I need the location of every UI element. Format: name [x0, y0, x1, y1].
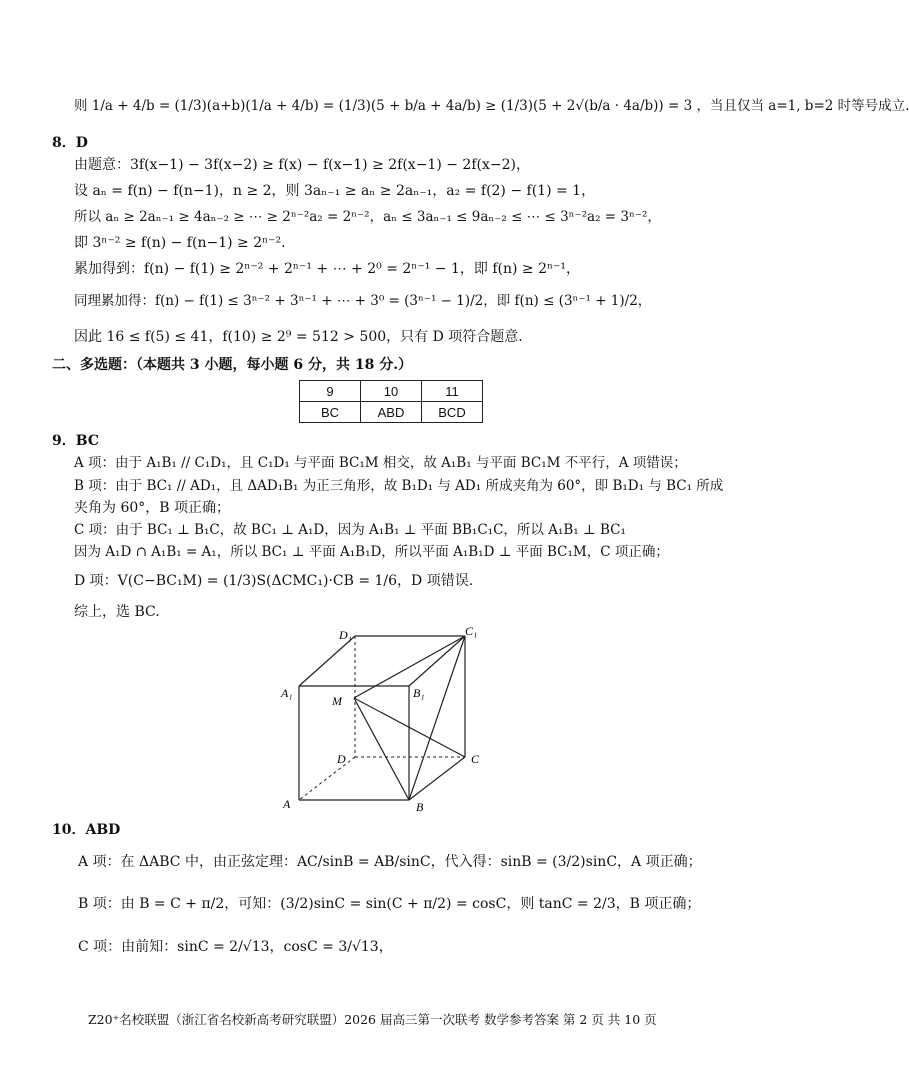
problem-8-heading: 8．D [52, 135, 88, 151]
visible-edges [299, 636, 465, 800]
problem-10-option-b: B 项：由 B = C + π/2，可知：(3/2)sinC = sin(C + π/2) = cosC，则 tanC = 2/3，B 项正确； [78, 896, 701, 912]
label-c1: C₁ [465, 624, 478, 638]
problem-8-line-4: 即 3ⁿ⁻² ≥ f(n) − f(n−1) ≥ 2ⁿ⁻². [74, 235, 286, 251]
label-m: M [332, 694, 342, 708]
label-d1: D₁ [339, 628, 352, 642]
problem-8-line-5: 累加得到：f(n) − f(1) ≥ 2ⁿ⁻² + 2ⁿ⁻¹ + ⋯ + 2⁰ = 2ⁿ⁻¹ − 1，即 f(n) ≥ 2ⁿ⁻¹， [74, 261, 581, 277]
answer-table-cell: BC [300, 402, 361, 423]
answer-table-answer-row [300, 402, 483, 423]
problem-8-line-2: 设 aₙ = f(n) − f(n−1)，n ≥ 2，则 3aₙ₋₁ ≥ aₙ ≥ 2aₙ₋₁，a₂ = f(2) − f(1) = 1， [74, 183, 596, 199]
problem-8-line-6: 同理累加得：f(n) − f(1) ≤ 3ⁿ⁻² + 3ⁿ⁻¹ + ⋯ + 3⁰ = (3ⁿ⁻¹ − 1)/2，即 f(n) ≤ (3ⁿ⁻¹ + 1)/2， [74, 293, 652, 309]
answer-table-header: 11 [422, 381, 483, 402]
problem-10-option-c: C 项：由前知：sinC = 2/√13，cosC = 3/√13， [78, 939, 393, 955]
problem-10-option-a: A 项：在 ΔABC 中，由正弦定理：AC/sinB = AB/sinC，代入得：sinB = (3/2)sinC，A 项正确； [78, 854, 702, 870]
label-a: A [283, 797, 291, 811]
label-b1: B₁ [413, 686, 425, 700]
answer-table-cell: BCD [422, 402, 483, 423]
cube-figure [275, 625, 490, 815]
line-inequality-conclusion: 则 1/a + 4/b = (1/3)(a+b)(1/a + 4/b) = (1/3)(5 + b/a + 4a/b) ≥ (1/3)(5 + 2√(b/a · 4a/b)) = 3 ，当且仅当 a=1, b=2 时等号成立. [74, 98, 909, 114]
label-b: B [416, 800, 424, 814]
answer-table-header: 9 [300, 381, 361, 402]
problem-8-line-1: 由题意：3f(x−1) − 3f(x−2) ≥ f(x) − f(x−1) ≥ 2f(x−1) − 2f(x−2)， [74, 157, 530, 173]
problem-9-option-c-cont: 因为 A₁D ∩ A₁B₁ = A₁，所以 BC₁ ⊥ 平面 A₁B₁D，所以平面 A₁B₁D ⊥ 平面 BC₁M，C 项正确； [74, 544, 669, 560]
problem-9-option-d: D 项：V(C−BC₁M) = (1/3)S(ΔCMC₁)·CB = 1/6，D 项错误. [74, 573, 474, 589]
label-c: C [471, 752, 480, 766]
page-footer: Z20⁺名校联盟（浙江省名校新高考研究联盟）2026 届高三第一次联考 数学参考答案 第 2 页 共 10 页 [88, 1012, 657, 1027]
label-d: D [337, 752, 346, 766]
answer-table-cell: ABD [361, 402, 422, 423]
problem-9-heading: 9．BC [52, 433, 99, 449]
problem-8-line-7: 因此 16 ≤ f(5) ≤ 41，f(10) ≥ 2⁹ = 512 > 500，只有 D 项符合题意. [74, 329, 523, 345]
label-a1: A₁ [281, 686, 293, 700]
section-multi-choice-heading: 二、多选题：（本题共 3 小题，每小题 6 分，共 18 分.） [52, 357, 413, 373]
answer-table-header: 10 [361, 381, 422, 402]
answer-table-header-row [300, 381, 483, 402]
problem-9-option-b-cont: 夹角为 60°，B 项正确； [74, 500, 231, 516]
problem-9-option-c: C 项：由于 BC₁ ⊥ B₁C，故 BC₁ ⊥ A₁D，因为 A₁B₁ ⊥ 平面 BB₁C₁C，所以 A₁B₁ ⊥ BC₁ [74, 522, 626, 538]
problem-9-option-b: B 项：由于 BC₁ // AD₁，且 ΔAD₁B₁ 为正三角形，故 B₁D₁ 与 AD₁ 所成夹角为 60°，即 B₁D₁ 与 BC₁ 所成 [74, 478, 724, 494]
problem-10-heading: 10．ABD [52, 822, 121, 838]
answer-table [299, 380, 483, 423]
problem-9-conclusion: 综上，选 BC. [74, 604, 160, 620]
problem-8-line-3: 所以 aₙ ≥ 2aₙ₋₁ ≥ 4aₙ₋₂ ≥ ⋯ ≥ 2ⁿ⁻²a₂ = 2ⁿ⁻²，aₙ ≤ 3aₙ₋₁ ≤ 9aₙ₋₂ ≤ ⋯ ≤ 3ⁿ⁻²a₂ = 3ⁿ⁻²， [74, 209, 661, 225]
problem-9-option-a: A 项：由于 A₁B₁ // C₁D₁，且 C₁D₁ 与平面 BC₁M 相交，故 A₁B₁ 与平面 BC₁M 不平行，A 项错误； [74, 455, 687, 471]
